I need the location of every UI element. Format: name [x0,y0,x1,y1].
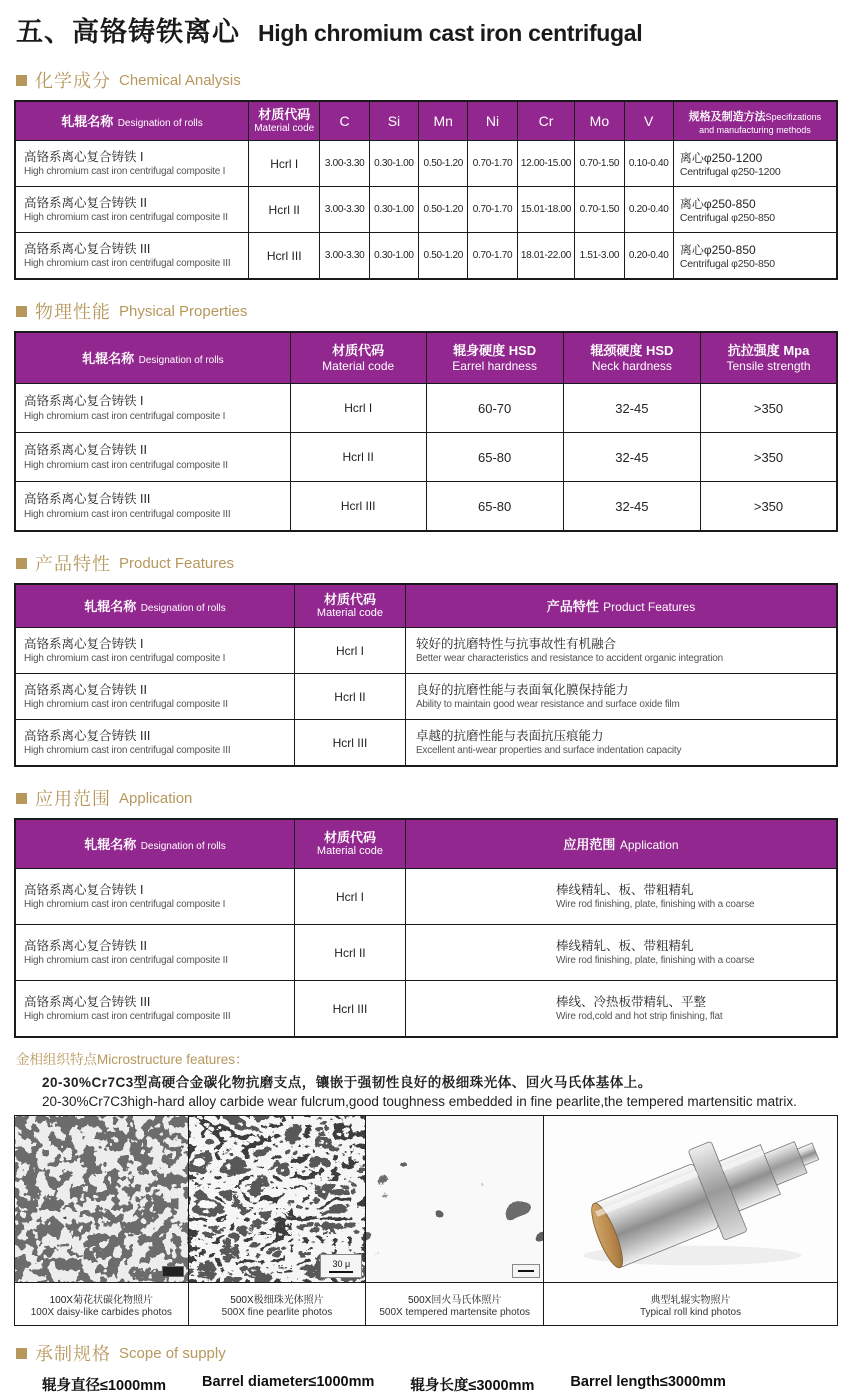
caption-en: 500X tempered martensite photos [379,1306,531,1318]
col-designation [15,819,294,869]
chem-value-cell: 18.01-22.00 [517,233,575,280]
col-material-code [294,819,405,869]
section-heading-physical [16,298,838,324]
col-element-mo: Mo [575,101,624,141]
table-row [15,628,837,674]
col-designation-zh: 轧辊名称 [84,599,137,614]
col-element-cr: Cr [517,101,575,141]
col-tensile-zh: 抗拉强度 Mpa [727,342,810,358]
designation-cell [15,187,248,233]
section-heading-zh: 物理性能 [35,302,111,322]
photo-caption [189,1282,366,1325]
photo-panel-roll [544,1116,837,1325]
material-code-cell: Hcrl III [294,981,405,1038]
application-en: Wire rod finishing, plate, finishing with a coarse [555,899,755,911]
scope-of-supply-row [42,1374,838,1395]
spec-zh: 离心φ250-850 [679,197,756,211]
section-heading-en: Physical Properties [119,302,248,320]
application-table [14,818,838,1038]
col-designation-zh: 轧辊名称 [84,837,137,852]
section-bullet-icon [16,558,27,569]
spec-cell [673,187,837,233]
supply-item: Barrel diameter≤1000mm [202,1374,375,1390]
section-heading-en: Scope of supply [119,1344,226,1362]
material-code-cell: Hcrl II [290,433,426,482]
col-material-code [294,584,405,628]
material-code-cell: Hcrl I [248,141,320,187]
chem-value-cell: 0.30-1.00 [369,141,418,187]
application-zh: 棒线精轧、板、带粗精轧 [555,882,694,897]
col-product-features [405,584,837,628]
tensile-strength-cell: >350 [701,482,837,532]
spec-cell [673,141,837,187]
pearlite-micrograph-image [189,1116,366,1282]
spec-zh: 离心φ250-1200 [679,151,763,165]
section-heading-supply [16,1340,838,1366]
chem-value-cell: 3.00-3.30 [320,187,369,233]
spec-zh: 离心φ250-850 [679,243,756,257]
roll-name-en: High chromium cast iron centrifugal composite III [24,508,231,520]
scale-marker [320,1254,362,1278]
roll-name-en: High chromium cast iron centrifugal composite I [24,899,226,911]
neck-hardness-cell: 32-45 [563,433,700,482]
feature-en: Better wear characteristics and resistance to accident organic integration [415,653,723,665]
chem-value-cell: 0.30-1.00 [369,233,418,280]
section-bullet-icon [16,75,27,86]
material-code-cell: Hcrl I [294,628,405,674]
neck-hardness-cell: 32-45 [563,482,700,532]
application-cell [405,925,837,981]
designation-cell [15,141,248,187]
feature-zh: 卓越的抗磨性能与表面抗压痕能力 [415,728,604,743]
table-row [15,981,837,1038]
designation-cell [15,720,294,767]
col-application [405,819,837,869]
chemical-analysis-table [14,100,838,280]
col-element-ni: Ni [468,101,517,141]
supply-item: Barrel length≤3000mm [570,1374,726,1390]
chem-value-cell: 0.70-1.70 [468,233,517,280]
material-code-cell: Hcrl II [248,187,320,233]
material-code-cell: Hcrl II [294,674,405,720]
chem-value-cell: 0.50-1.20 [419,187,468,233]
table-header-row [15,819,837,869]
roll-name-zh: 高铬系离心复合铸铁 I [24,149,144,164]
col-neck-hardness [563,332,700,384]
roll-name-zh: 高铬系离心复合铸铁 III [24,728,151,743]
application-en: Wire rod,cold and hot strip finishing, flat [555,1011,723,1023]
spec-en: Centrifugal φ250-1200 [679,166,781,178]
physical-properties-table [14,331,838,532]
barrel-hardness-cell: 60-70 [426,384,563,433]
material-code-cell: Hcrl III [248,233,320,280]
chem-value-cell: 0.20-0.40 [624,233,673,280]
col-specifications [673,101,837,141]
caption-zh: 典型轧辊实物照片 [650,1294,731,1306]
caption-en: 100X daisy-like carbides photos [30,1306,172,1318]
neck-hardness-cell: 32-45 [563,384,700,433]
roll-name-en: High chromium cast iron centrifugal composite II [24,955,228,967]
roll-name-en: High chromium cast iron centrifugal composite II [24,699,228,711]
col-application-zh: 应用范围 [563,837,616,852]
application-cell [405,981,837,1038]
col-element-v: V [624,101,673,141]
col-barrel-hardness [426,332,563,384]
supply-item: 辊身长度≤3000mm [410,1378,535,1394]
col-features-zh: 产品特性 [546,599,599,614]
col-spec-en2: and manufacturing methods [699,124,811,135]
section-heading-zh: 应用范围 [35,789,111,809]
application-en: Wire rod finishing, plate, finishing with a coarse [555,955,755,967]
col-material-zh: 材质代码 [323,591,376,607]
caption-en: 500X fine pearlite photos [221,1306,333,1318]
section-heading-chemical [16,67,838,93]
designation-cell [15,869,294,925]
chem-value-cell: 1.51-3.00 [575,233,624,280]
col-material-zh: 材质代码 [258,107,311,123]
photo-panel-carbides [15,1116,189,1325]
martensite-micrograph-image [366,1116,543,1282]
scale-label: 30 μ [332,1258,351,1269]
scale-marker [512,1264,540,1278]
col-designation-en: Designation of rolls [140,603,226,614]
col-material-en: Material code [316,607,383,620]
designation-cell [15,925,294,981]
barrel-hardness-cell: 65-80 [426,482,563,532]
feature-en: Ability to maintain good wear resistance and surface oxide film [415,699,680,711]
designation-cell [15,482,290,532]
roll-name-zh: 高铬系离心复合铸铁 III [24,994,151,1009]
micrograph-texture [15,1116,188,1282]
col-material-en: Material code [322,359,395,374]
photo-panel-martensite [366,1116,544,1325]
table-row [15,384,837,433]
tensile-strength-cell: >350 [701,384,837,433]
caption-en: Typical roll kind photos [639,1306,742,1318]
roll-name-zh: 高铬系离心复合铸铁 II [24,682,147,697]
section-heading-en: Chemical Analysis [119,71,241,89]
roll-name-zh: 高铬系离心复合铸铁 III [24,492,151,507]
col-barrel-zh: 辊身硬度 HSD [453,342,537,358]
microstructure-label: 金相组织特点Microstructure features： [16,1052,249,1067]
scale-bar-icon [329,1271,353,1273]
caption-zh: 100X菊花状碳化物照片 [49,1294,153,1306]
col-spec-zh: 规格及制造方法 [688,110,766,123]
caption-zh: 500X极细珠光体照片 [230,1294,324,1306]
material-code-cell: Hcrl III [290,482,426,532]
table-row [15,433,837,482]
col-tensile-strength [701,332,837,384]
table-row [15,869,837,925]
designation-cell [15,981,294,1038]
table-row [15,233,837,280]
designation-cell [15,433,290,482]
section-heading-zh: 产品特性 [35,554,111,574]
roll-name-zh: 高铬系离心复合铸铁 II [24,195,147,210]
photo-caption [15,1282,188,1325]
section-heading-zh: 化学成分 [35,71,111,91]
chem-value-cell: 3.00-3.30 [320,233,369,280]
col-material-code [290,332,426,384]
page-title-zh: 五、高铬铸铁离心 [16,17,240,47]
roll-name-zh: 高铬系离心复合铸铁 I [24,636,144,651]
col-designation [15,332,290,384]
chem-value-cell: 0.30-1.00 [369,187,418,233]
table-row [15,925,837,981]
roll-name-zh: 高铬系离心复合铸铁 I [24,394,144,409]
col-material-en: Material code [316,845,383,858]
col-designation-zh: 轧辊名称 [82,351,135,366]
application-cell [405,869,837,925]
section-bullet-icon [16,1348,27,1359]
photo-caption [366,1282,543,1325]
spec-cell [673,233,837,280]
micrograph-texture [366,1116,543,1282]
application-zh: 棒线精轧、板、带粗精轧 [555,938,694,953]
material-code-cell: Hcrl I [294,869,405,925]
roll-name-en: High chromium cast iron centrifugal composite II [24,459,228,471]
chem-value-cell: 0.20-0.40 [624,187,673,233]
caption-zh: 500X回火马氏体照片 [408,1294,502,1306]
roll-product-image [544,1116,837,1282]
col-designation [15,584,294,628]
roll-name-en: High chromium cast iron centrifugal composite I [24,410,226,422]
roll-name-en: High chromium cast iron centrifugal composite I [24,166,226,178]
designation-cell [15,384,290,433]
designation-cell [15,233,248,280]
roll-name-zh: 高铬系离心复合铸铁 II [24,443,147,458]
roll-name-en: High chromium cast iron centrifugal composite III [24,258,231,270]
chem-value-cell: 0.70-1.70 [468,187,517,233]
col-designation-en: Designation of rolls [138,355,224,366]
spec-en: Centrifugal φ250-850 [679,258,775,270]
photo-caption [544,1282,837,1325]
material-code-cell: Hcrl I [290,384,426,433]
table-row [15,141,837,187]
section-heading-en: Application [119,789,193,807]
application-zh: 棒线、冷热板带精轧、平整 [555,994,706,1009]
chem-value-cell: 3.00-3.30 [320,141,369,187]
feature-cell [405,674,837,720]
col-tensile-en: Tensile strength [726,359,811,374]
microstructure-block [16,1048,838,1109]
table-row [15,720,837,767]
chem-value-cell: 0.50-1.20 [419,141,468,187]
photo-strip [14,1115,838,1326]
barrel-hardness-cell: 65-80 [426,433,563,482]
col-neck-en: Neck hardness [591,359,672,374]
table-row [15,674,837,720]
col-designation-en: Designation of rolls [117,118,203,129]
scale-marker [162,1266,184,1277]
section-bullet-icon [16,306,27,317]
microstructure-text-zh: 20-30%Cr7C3型高硬合金碳化物抗磨支点，镶嵌于强韧性良好的极细珠光体、回火马氏体基体上。 [42,1075,652,1090]
col-features-en: Product Features [603,600,696,614]
col-neck-zh: 辊颈硬度 HSD [590,342,674,358]
material-code-cell: Hcrl II [294,925,405,981]
product-features-table [14,583,838,767]
roll-name-en: High chromium cast iron centrifugal composite III [24,1011,231,1023]
roll-name-zh: 高铬系离心复合铸铁 II [24,938,147,953]
roll-name-en: High chromium cast iron centrifugal composite II [24,212,228,224]
chem-value-cell: 0.10-0.40 [624,141,673,187]
feature-zh: 较好的抗磨特性与抗事故性有机融合 [415,636,616,651]
photo-panel-pearlite [189,1116,367,1325]
col-element-c: C [320,101,369,141]
scale-bar-icon [518,1270,534,1272]
page-title [16,10,838,49]
chem-value-cell: 15.01-18.00 [517,187,575,233]
section-heading-zh: 承制规格 [35,1344,111,1364]
feature-en: Excellent anti-wear properties and surface indentation capacity [415,745,682,757]
chem-value-cell: 0.70-1.70 [468,141,517,187]
section-heading-application [16,785,838,811]
col-element-mn: Mn [419,101,468,141]
carbides-micrograph-image [15,1116,188,1282]
material-code-cell: Hcrl III [294,720,405,767]
table-row [15,187,837,233]
section-bullet-icon [16,793,27,804]
col-material-zh: 材质代码 [332,342,385,358]
col-barrel-en: Earrel hardness [452,359,537,374]
supply-item: 辊身直径≤1000mm [42,1378,167,1394]
feature-cell [405,720,837,767]
col-material-en: Material code [254,122,315,134]
roll-name-en: High chromium cast iron centrifugal composite I [24,653,226,665]
col-spec-en1: Specifizations [765,111,822,122]
roll-illustration [544,1116,837,1282]
col-designation [15,101,248,141]
table-header-row [15,332,837,384]
col-element-si: Si [369,101,418,141]
chem-value-cell: 0.70-1.50 [575,187,624,233]
col-application-en: Application [619,838,679,852]
page-title-en: High chromium cast iron centrifugal [258,20,643,46]
microstructure-text-en: 20-30%Cr7C3high-hard alloy carbide wear fulcrum,good toughness embedded in fine pearlite,the tempered martensitic matrix. [42,1094,797,1109]
col-material-code [248,101,320,141]
roll-name-zh: 高铬系离心复合铸铁 I [24,882,144,897]
chem-value-cell: 0.50-1.20 [419,233,468,280]
section-heading-en: Product Features [119,554,235,572]
chem-value-cell: 0.70-1.50 [575,141,624,187]
section-heading-features [16,550,838,576]
spec-en: Centrifugal φ250-850 [679,212,775,224]
tensile-strength-cell: >350 [701,433,837,482]
col-designation-en: Designation of rolls [140,841,226,852]
feature-cell [405,628,837,674]
table-header-row [15,584,837,628]
feature-zh: 良好的抗磨性能与表面氧化膜保持能力 [415,682,629,697]
designation-cell [15,628,294,674]
table-row [15,482,837,532]
table-header-row [15,101,837,141]
col-material-zh: 材质代码 [323,829,376,845]
roll-name-en: High chromium cast iron centrifugal composite III [24,745,231,757]
col-designation-zh: 轧辊名称 [61,114,114,129]
roll-name-zh: 高铬系离心复合铸铁 III [24,241,151,256]
chem-value-cell: 12.00-15.00 [517,141,575,187]
designation-cell [15,674,294,720]
